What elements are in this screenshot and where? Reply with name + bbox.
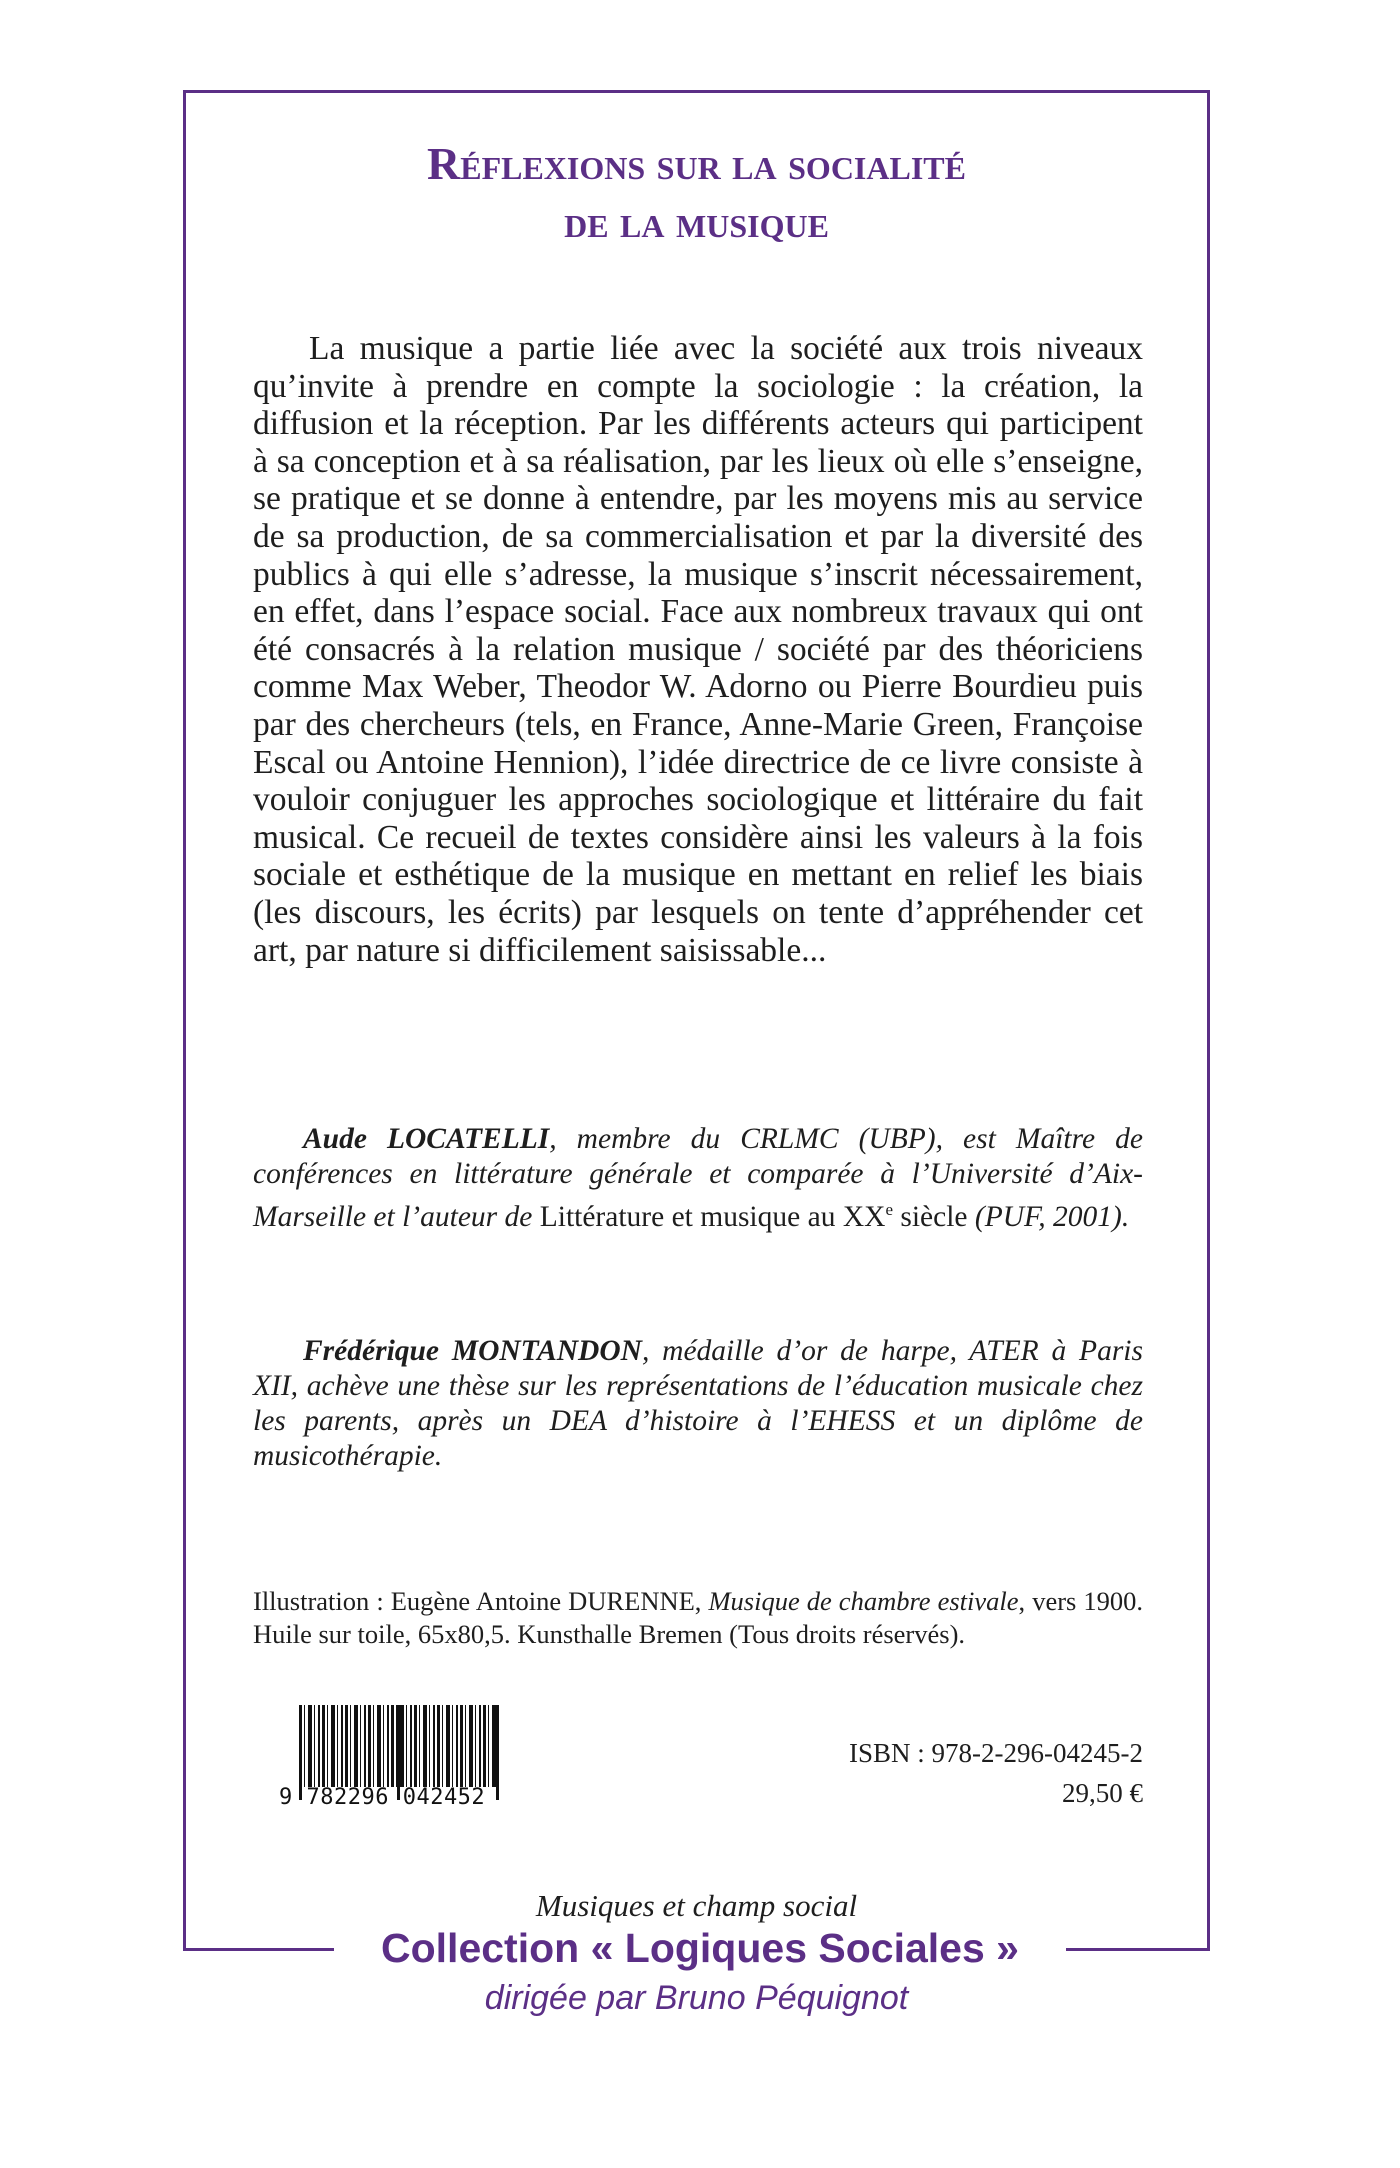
author-bio-locatelli-text: , membre du CRLMC (UBP), est Maître de conférences en littérature générale et comparée à l’Université d’Aix-Marseille et l’auteur de	[253, 1123, 1143, 1233]
author-name-montandon: Frédérique MONTANDON	[303, 1335, 642, 1367]
back-cover-summary: La musique a partie liée avec la société aux trois niveaux qu’invite à prendre en compte la sociologie : la création, la diffusion et la réception. Par les différents acteurs qui participent à sa conception et à sa réalisation, par les lieux où elle s’enseigne, se pratique et se donne à entendre, par les moyens mis au service de sa production, de sa commercialisation et par la diversité des publics à qui elle s’adresse, la musique s’inscrit nécessairement, en effet, dans l’espace social. Face aux nombreux travaux qui ont été consacrés à la relation musique / société par des théoriciens comme Max Weber, Theodor W. Adorno ou Pierre Bourdieu puis par des chercheurs (tels, en France, Anne-Marie Green, Françoise Escal ou Antoine Hennion), l’idée directrice de ce livre consiste à vouloir conjuguer les approches sociologique et littéraire du fait musical. Ce recueil de textes considère ainsi les valeurs à la fois sociale et esthétique de la musique en mettant en relief les biais (les discours, les écrits) par lesquels on tente d’appréhender cet art, par nature si difficilement saisissable...	[253, 330, 1143, 969]
author-book-title: Littérature et musique au XXe siècle	[539, 1200, 968, 1233]
isbn-number: ISBN : 978-2-296-04245-2	[849, 1738, 1143, 1768]
author-name-locatelli: Aude LOCATELLI	[303, 1123, 550, 1155]
author-bio-montandon-text: , médaille d’or de harpe, ATER à Paris XII, achève une thèse sur les représentations de l’éducation musicale chez les parents, après un DEA d’histoire à l’EHESS et un diplôme de musicothérapie.	[253, 1335, 1143, 1472]
illustration-credit: Illustration : Eugène Antoine DURENNE, Musique de chambre estivale, vers 1900. Huile sur toile, 65x80,5. Kunsthalle Bremen (Tous droits réservés).	[253, 1586, 1144, 1649]
author-bio-locatelli-tail: (PUF, 2001).	[967, 1200, 1130, 1233]
frame-bottom-rule-left	[183, 1948, 334, 1951]
author-bio-locatelli	[253, 1122, 1143, 1235]
barcode-digits: 9 782296 042452	[279, 1785, 486, 1810]
book-title-line1: Réflexions sur la socialité	[427, 138, 966, 189]
author-bio-montandon	[253, 1334, 1143, 1474]
isbn-barcode	[279, 1705, 501, 1815]
price: 29,50 €	[1062, 1778, 1143, 1808]
series-name: Musiques et champ social	[535, 1888, 858, 1923]
book-title	[183, 135, 1210, 251]
collection-director: dirigée par Bruno Péquignot	[484, 1979, 909, 2017]
book-title-line2: de la musique	[564, 196, 829, 247]
frame-bottom-rule-right	[1066, 1948, 1210, 1951]
collection-name: Collection « Logiques Sociales »	[381, 1925, 1019, 1971]
illustration-work-title: Musique de chambre estivale	[708, 1586, 1019, 1616]
